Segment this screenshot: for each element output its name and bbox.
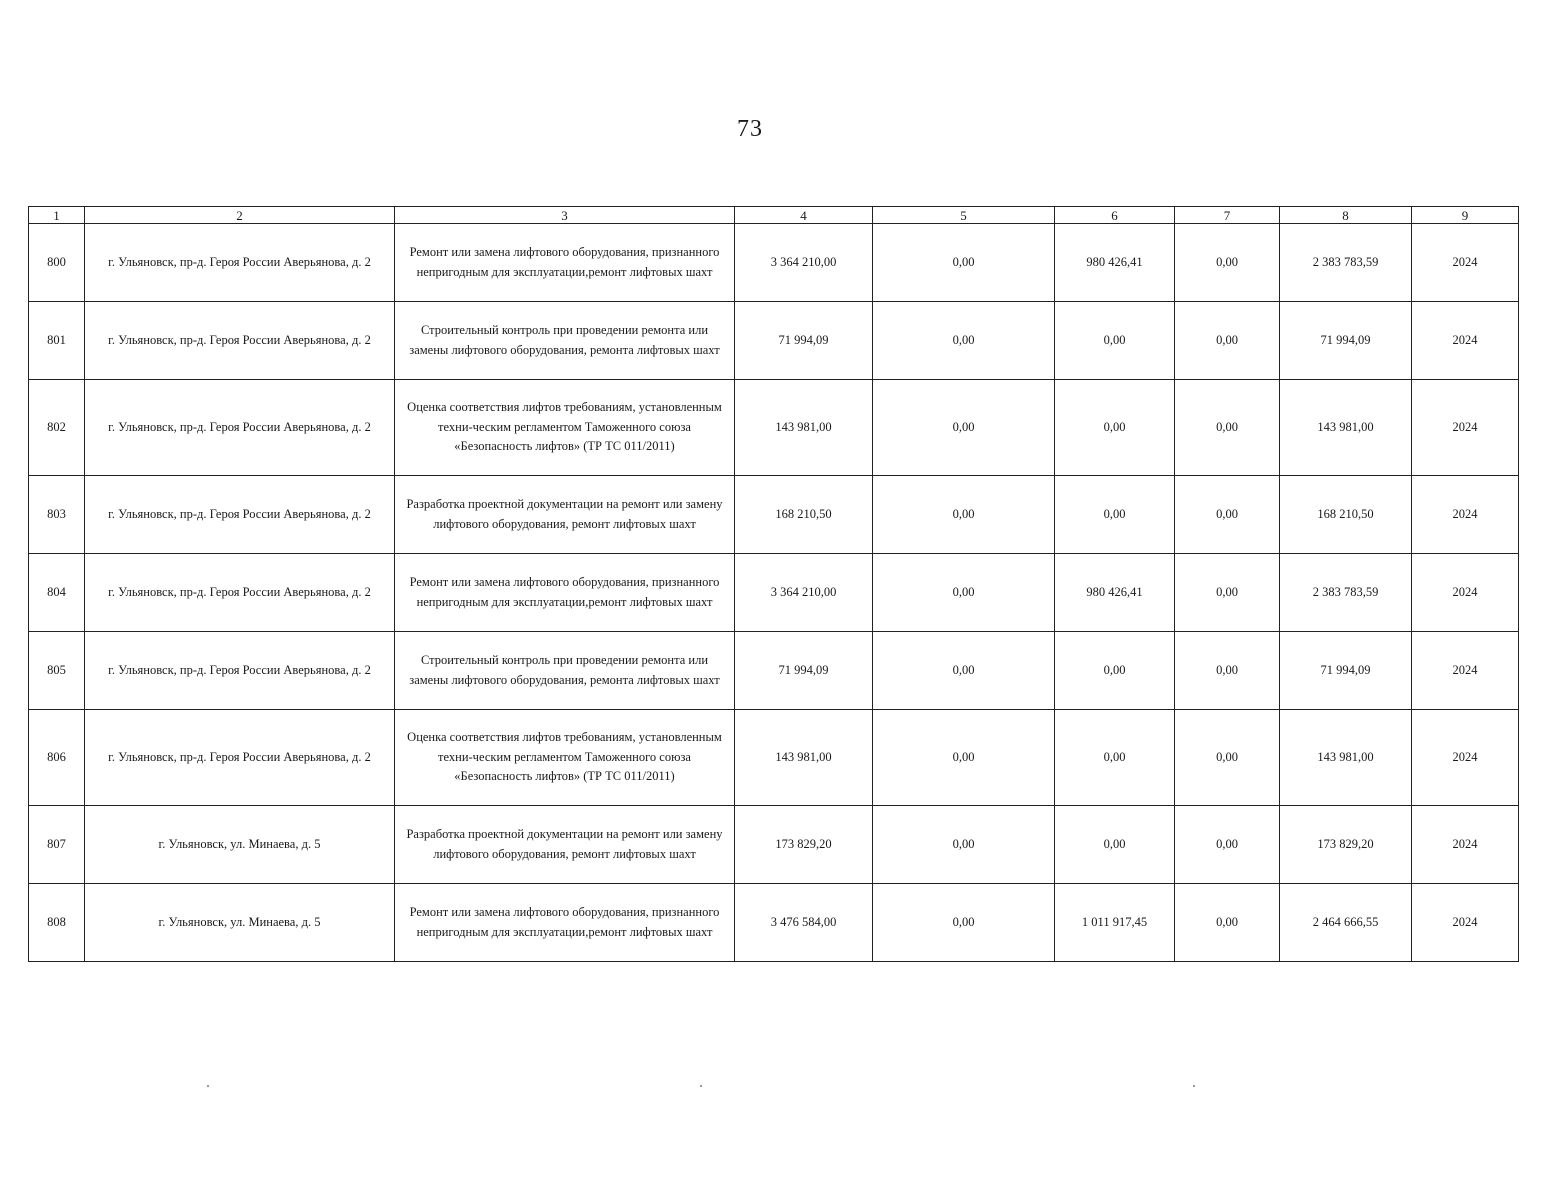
amount-cell: 0,00 (873, 554, 1055, 632)
table-row (29, 302, 1519, 380)
year-cell: 2024 (1412, 884, 1519, 962)
work-type-cell: Разработка проектной документации на ремонт или замену лифтового оборудования, ремонт лифтовых шахт (395, 806, 735, 884)
column-header: 8 (1280, 207, 1412, 224)
amount-cell: 0,00 (873, 302, 1055, 380)
amount-cell: 0,00 (1175, 224, 1280, 302)
address-cell: г. Ульяновск, пр-д. Героя России Аверьянова, д. 2 (85, 224, 395, 302)
column-header: 7 (1175, 207, 1280, 224)
works-table (28, 206, 1519, 962)
year-cell: 2024 (1412, 632, 1519, 710)
amount-cell: 0,00 (1175, 476, 1280, 554)
column-header: 6 (1055, 207, 1175, 224)
amount-cell: 0,00 (873, 806, 1055, 884)
row-number-cell: 803 (29, 476, 85, 554)
table-row (29, 884, 1519, 962)
amount-cell: 0,00 (873, 884, 1055, 962)
amount-cell: 71 994,09 (1280, 632, 1412, 710)
address-cell: г. Ульяновск, пр-д. Героя России Аверьянова, д. 2 (85, 302, 395, 380)
row-number-cell: 802 (29, 380, 85, 476)
amount-cell: 3 364 210,00 (735, 554, 873, 632)
amount-cell: 0,00 (1175, 884, 1280, 962)
row-number-cell: 805 (29, 632, 85, 710)
amount-cell: 3 364 210,00 (735, 224, 873, 302)
row-number-cell: 801 (29, 302, 85, 380)
year-cell: 2024 (1412, 476, 1519, 554)
table-row (29, 710, 1519, 806)
amount-cell: 0,00 (1175, 554, 1280, 632)
work-type-cell: Оценка соответствия лифтов требованиям, установленным техни-ческим регламентом Таможенного союза «Безопасность лифтов» (ТР ТС 011/2011) (395, 380, 735, 476)
amount-cell: 143 981,00 (735, 710, 873, 806)
address-cell: г. Ульяновск, пр-д. Героя России Аверьянова, д. 2 (85, 554, 395, 632)
work-type-cell: Строительный контроль при проведении ремонта или замены лифтового оборудования, ремонта лифтовых шахт (395, 302, 735, 380)
address-cell: г. Ульяновск, ул. Минаева, д. 5 (85, 884, 395, 962)
row-number-cell: 807 (29, 806, 85, 884)
amount-cell: 3 476 584,00 (735, 884, 873, 962)
work-type-cell: Оценка соответствия лифтов требованиям, установленным техни-ческим регламентом Таможенного союза «Безопасность лифтов» (ТР ТС 011/2011) (395, 710, 735, 806)
year-cell: 2024 (1412, 224, 1519, 302)
table-row (29, 224, 1519, 302)
scan-speck (207, 1085, 209, 1087)
address-cell: г. Ульяновск, пр-д. Героя России Аверьянова, д. 2 (85, 632, 395, 710)
row-number-cell: 806 (29, 710, 85, 806)
scan-speck (1193, 1085, 1195, 1087)
amount-cell: 168 210,50 (1280, 476, 1412, 554)
scan-speck (700, 1085, 702, 1087)
amount-cell: 0,00 (1055, 302, 1175, 380)
column-header: 9 (1412, 207, 1519, 224)
amount-cell: 0,00 (873, 476, 1055, 554)
amount-cell: 71 994,09 (1280, 302, 1412, 380)
table-row (29, 632, 1519, 710)
work-type-cell: Разработка проектной документации на ремонт или замену лифтового оборудования, ремонт лифтовых шахт (395, 476, 735, 554)
address-cell: г. Ульяновск, пр-д. Героя России Аверьянова, д. 2 (85, 380, 395, 476)
table-row (29, 554, 1519, 632)
year-cell: 2024 (1412, 554, 1519, 632)
amount-cell: 2 464 666,55 (1280, 884, 1412, 962)
amount-cell: 980 426,41 (1055, 224, 1175, 302)
amount-cell: 0,00 (873, 632, 1055, 710)
row-number-cell: 804 (29, 554, 85, 632)
amount-cell: 173 829,20 (1280, 806, 1412, 884)
year-cell: 2024 (1412, 806, 1519, 884)
amount-cell: 0,00 (1055, 806, 1175, 884)
amount-cell: 0,00 (1055, 710, 1175, 806)
amount-cell: 0,00 (873, 224, 1055, 302)
year-cell: 2024 (1412, 380, 1519, 476)
column-header: 1 (29, 207, 85, 224)
column-header: 5 (873, 207, 1055, 224)
amount-cell: 0,00 (1175, 632, 1280, 710)
address-cell: г. Ульяновск, пр-д. Героя России Аверьянова, д. 2 (85, 710, 395, 806)
amount-cell: 71 994,09 (735, 302, 873, 380)
table-row (29, 476, 1519, 554)
column-header: 3 (395, 207, 735, 224)
row-number-cell: 800 (29, 224, 85, 302)
address-cell: г. Ульяновск, пр-д. Героя России Аверьянова, д. 2 (85, 476, 395, 554)
amount-cell: 0,00 (1055, 632, 1175, 710)
table-row (29, 806, 1519, 884)
amount-cell: 0,00 (873, 380, 1055, 476)
column-header: 2 (85, 207, 395, 224)
work-type-cell: Строительный контроль при проведении ремонта или замены лифтового оборудования, ремонта лифтовых шахт (395, 632, 735, 710)
row-number-cell: 808 (29, 884, 85, 962)
amount-cell: 143 981,00 (735, 380, 873, 476)
amount-cell: 0,00 (1175, 710, 1280, 806)
amount-cell: 143 981,00 (1280, 710, 1412, 806)
work-type-cell: Ремонт или замена лифтового оборудования, признанного непригодным для эксплуатации,ремонт лифтовых шахт (395, 884, 735, 962)
amount-cell: 168 210,50 (735, 476, 873, 554)
column-header: 4 (735, 207, 873, 224)
amount-cell: 0,00 (1055, 380, 1175, 476)
year-cell: 2024 (1412, 710, 1519, 806)
amount-cell: 173 829,20 (735, 806, 873, 884)
amount-cell: 2 383 783,59 (1280, 554, 1412, 632)
amount-cell: 0,00 (1175, 302, 1280, 380)
amount-cell: 0,00 (873, 710, 1055, 806)
table-row (29, 380, 1519, 476)
amount-cell: 980 426,41 (1055, 554, 1175, 632)
amount-cell: 2 383 783,59 (1280, 224, 1412, 302)
page-number: 73 (737, 116, 763, 142)
amount-cell: 0,00 (1055, 476, 1175, 554)
amount-cell: 0,00 (1175, 806, 1280, 884)
amount-cell: 71 994,09 (735, 632, 873, 710)
amount-cell: 1 011 917,45 (1055, 884, 1175, 962)
work-type-cell: Ремонт или замена лифтового оборудования, признанного непригодным для эксплуатации,ремонт лифтовых шахт (395, 554, 735, 632)
address-cell: г. Ульяновск, ул. Минаева, д. 5 (85, 806, 395, 884)
work-type-cell: Ремонт или замена лифтового оборудования, признанного непригодным для эксплуатации,ремонт лифтовых шахт (395, 224, 735, 302)
header-row (29, 207, 1519, 224)
year-cell: 2024 (1412, 302, 1519, 380)
amount-cell: 0,00 (1175, 380, 1280, 476)
amount-cell: 143 981,00 (1280, 380, 1412, 476)
